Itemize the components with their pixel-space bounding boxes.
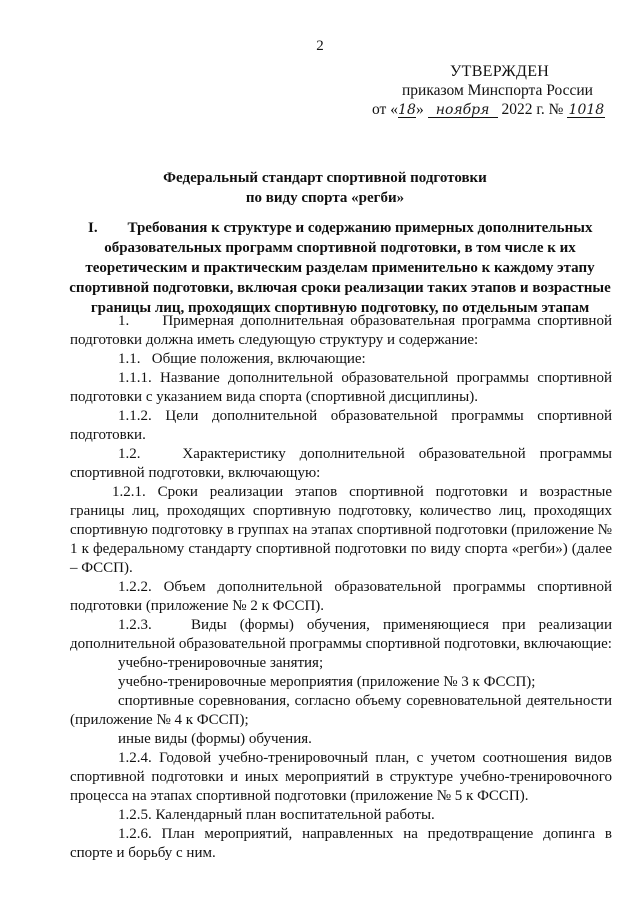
- paragraph-1-2-2: 1.2.2. Объем дополнительной образовательной программы спортивной подготовки (приложение № 2 к ФССП).: [70, 579, 612, 614]
- paragraph-1-1-2: 1.1.2. Цели дополнительной образовательной программы спортивной подготовки.: [70, 408, 612, 443]
- list-item-other: иные виды (формы) обучения.: [118, 731, 312, 747]
- approval-order: приказом Минспорта России: [402, 82, 593, 99]
- paragraph-1: 1. Примерная дополнительная образовательная программа спортивной подготовки должна иметь следующую структуру и содержание:: [70, 313, 612, 348]
- approval-date-line: [372, 100, 622, 119]
- document-body: [70, 312, 612, 863]
- approval-title: УТВЕРЖДЕН: [450, 63, 550, 80]
- handwritten-day: 18: [398, 102, 416, 118]
- date-year: 2022 г. №: [501, 101, 564, 118]
- title-line-1: Федеральный стандарт спортивной подготовки: [163, 170, 487, 186]
- paragraph-1-2-6: 1.2.6. План мероприятий, направленных на предотвращение допинга в спорте и борьбу с ним.: [70, 826, 612, 861]
- paragraph-1-2-3: 1.2.3. Виды (формы) обучения, применяющиеся при реализации дополнительной образовательной программы спортивной подготовки, включающие:: [70, 617, 612, 652]
- paragraph-1-2: 1.2. Характеристику дополнительной образовательной программы спортивной подготовки, включающую:: [70, 446, 612, 481]
- date-quote: »: [415, 101, 424, 118]
- section-heading: [68, 218, 612, 318]
- handwritten-month: ноября: [428, 103, 498, 118]
- approval-block: [372, 62, 622, 119]
- paragraph-1-2-1: 1.2.1. Сроки реализации этапов спортивной подготовки и возрастные границы лиц, проходящих спортивную подготовку, количество лиц, проходящих спортивную подготовку в группах на этапах спортивной подготовки (приложение № 1 к федеральному стандарту спортивной подготовки по виду спорта «регби») (далее – ФССП).: [70, 484, 612, 576]
- document-title: [60, 168, 590, 208]
- paragraph-1-2-4: 1.2.4. Годовой учебно-тренировочный план, с учетом соотношения видов спортивной подготовки и иных мероприятий в структуре учебно-тренировочного процесса на этапах спортивной подготовки (приложение № 5 к ФССП).: [70, 750, 612, 804]
- paragraph-1-1-1: 1.1.1. Название дополнительной образовательной программы спортивной подготовки с указанием вида спорта (спортивной дисциплины).: [70, 370, 612, 405]
- list-item-training: учебно-тренировочные занятия;: [118, 655, 324, 671]
- section-title: Требования к структуре и содержанию примерных дополнительных образовательных программ спортивной подготовки, в том числе к их теоретическим и практическим разделам применительно к каждому этапу спортивной подготовки, включая сроки реализации таких этапов и возрастные границы лиц, проходящих спортивную подготовку, по отдельным этапам: [69, 220, 611, 316]
- list-item-competitions: спортивные соревнования, согласно объему соревновательной деятельности (приложение № 4 к ФССП);: [70, 693, 612, 728]
- title-line-2: по виду спорта «регби»: [245, 190, 405, 206]
- section-number: I.: [88, 220, 98, 236]
- paragraph-1-1: 1.1. Общие положения, включающие:: [118, 351, 366, 367]
- list-item-events: учебно-тренировочные мероприятия (приложение № 3 к ФССП);: [118, 674, 536, 690]
- date-prefix: от «: [372, 101, 398, 118]
- handwritten-number: 1018: [568, 102, 605, 118]
- paragraph-1-2-5: 1.2.5. Календарный план воспитательной работы.: [118, 807, 435, 823]
- page-number: 2: [316, 38, 324, 54]
